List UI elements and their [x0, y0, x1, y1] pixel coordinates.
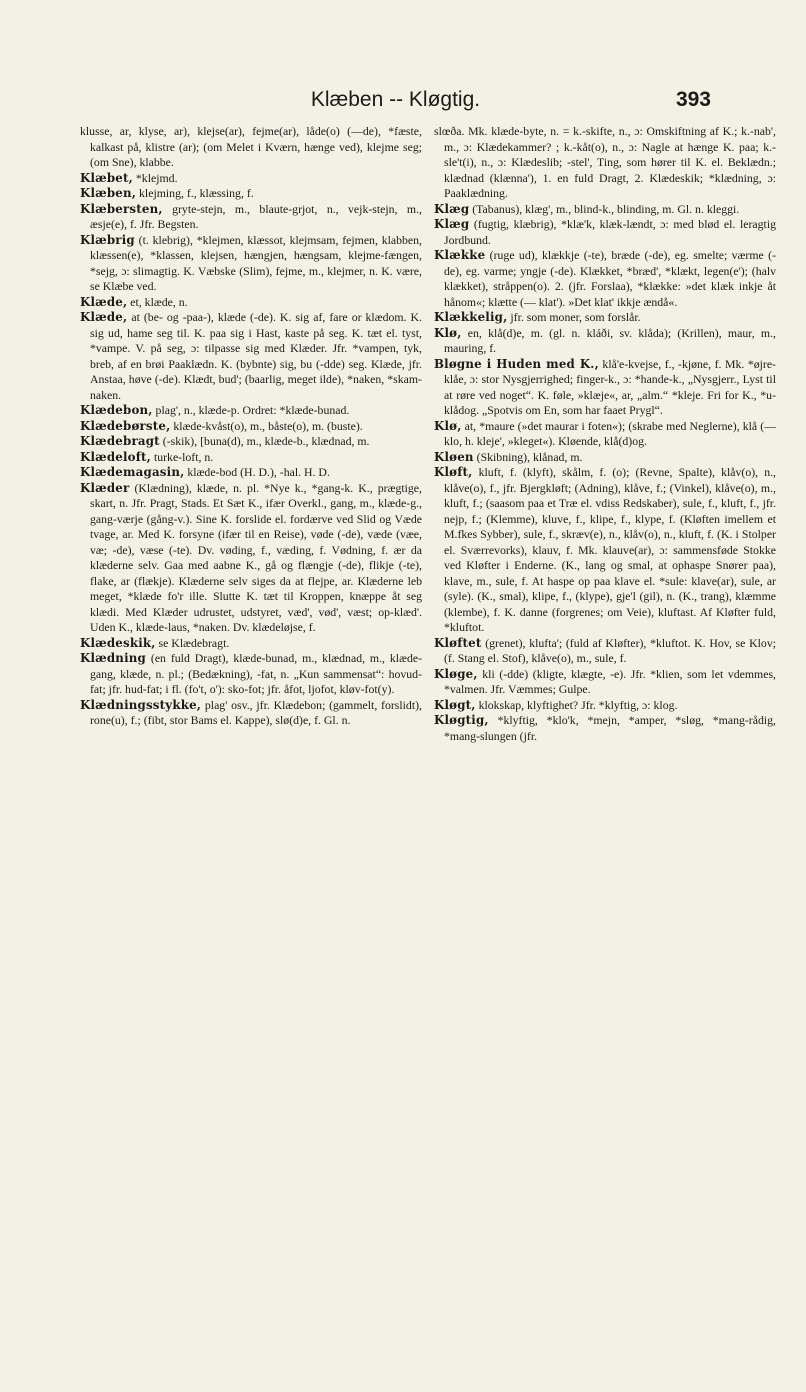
dictionary-entry [80, 403, 422, 419]
entry-definition: (fugtig, klæbrig), *klæ'k, klæk-lændt, ɔ: med blød el. leragtig Jordbund. [444, 217, 776, 247]
headword: Klædeskik, [80, 635, 156, 650]
entry-definition: et, klæde, n. [130, 294, 188, 309]
left-column [80, 124, 422, 1354]
dictionary-entry [434, 202, 776, 218]
dictionary-entry [80, 310, 422, 403]
entry-definition: (Tabanus), klæg', m., blind-k., blinding, m. Gl. n. kleggi. [472, 201, 740, 216]
dictionary-entry [80, 450, 422, 466]
headword: Klæg [434, 201, 470, 216]
dictionary-entry [434, 357, 776, 419]
entry-definition: slœða. Mk. klæde-byte, n. = k.-skifte, n., ɔ: Omskiftning af K.; k.-nab', m., ɔ: Klædekammer? ; k.-kåt(o), n., ɔ: Nagle at hænge K. paa; k.-sle't(i), n., ɔ: Klædeslib; -stel', Ting, som hører til K. el. Beklædn.; klædnad (klænna'), 1. en fuld Dragt, 2. Klædeskik; *klædning, ɔ: Paaklædning. [434, 124, 776, 200]
entry-definition: (en fuld Dragt), klæde-bunad, m., klædnad, m., klæde-gang, klæde, n. pl.; (Bedækning), -fat, n. „Kun sammensat“: hovud-fat; jfr. hud-fat; i fl. (fo't, o'): sko-fot; jfr. åfot, ljofot, kløv-fot(y). [90, 651, 422, 696]
headword: Klække [434, 248, 486, 262]
headword: Klæben, [80, 186, 137, 200]
headword: Kløgtig, [434, 713, 489, 727]
headword: Klædebon, [80, 403, 153, 417]
headword: Klædemagasin, [80, 465, 185, 479]
entry-definition: turke-loft, n. [153, 449, 214, 464]
headword: Kløen [434, 449, 474, 464]
entry-definition: klusse, ar, klyse, ar), klejse(ar), fejme(ar), låde(o) (—de), *fæste, kalkast på, klistre (ar); (om Melet i Kværn, hænge ved), klejme seg; (om Sne), klabbe. [80, 124, 422, 169]
dictionary-entry [80, 202, 422, 233]
headword: Klædning [80, 651, 146, 665]
entry-definition: *klyftig, *klo'k, *mejn, *amper, *sløg, *mang-rådig, *mang-slungen (jfr. [444, 713, 776, 743]
headword: Klæder [80, 480, 130, 495]
headword: Klædeloft, [80, 449, 151, 464]
entry-definition: (grenet), klufta'; (fuld af Kløfter), *kluftot. K. Hov, se Klov; (f. Stang el. Stof), klåve(o), m., sule, f. [444, 635, 776, 665]
headword: Klæbet, [80, 170, 133, 185]
dictionary-entry [434, 667, 776, 698]
dictionary-entry [434, 450, 776, 466]
entry-definition: klokskap, klyftighet? Jfr. *klyftig, ɔ: klog. [478, 697, 678, 712]
entry-definition: (Klædning), klæde, n. pl. *Nye k., *gang-k. K., prægtige, skart, n. Jfr. Pragt, Stads. Et Sæt K., ifær Overkl., gang, m., klæde-g., gang-værje (gång-v.). Sine K. forslide el. fordærve ved Slid og Væde tvage, ar. Med K. forsyne (ifær til en Reise), vøde (-de), væde (væe, væ; -de), væse (-te). Dv. vøding, f., væding, f. Vødning, f. ær da klæderne selv. Gaa med aabne K., gå og flængje (-de), flikje (-te), flake, ar (flækje). Klæderne selv siges da at flejpe, ar. Klæderne leb meget, *klæde fo'r ille. Slutte K. tæt til Kroppen, knæppe åt seg klædi. Med Klæder udrustet, udstyret, væd', vød', væst; op-klæd'. Uden K., klæde-laus, *naken. Dv. klædeløjse, f. [90, 480, 422, 634]
dictionary-entry [80, 233, 422, 295]
dictionary-entry [80, 636, 422, 652]
entry-definition: (t. klebrig), *klejmen, klæssot, klejmsam, fejmen, klabben, klæssen(e), *klassen, klejsen, hængjen, hængsam, klejme-fængen, *sejg, ɔ: slimagtig. K. Væbske (Slim), fejme, m., klejmer, n. K. være, se Klæbe ved. [90, 232, 422, 293]
page-number: 393 [675, 88, 711, 111]
headword: Kløgt, [434, 697, 476, 712]
dictionary-entry [80, 651, 422, 698]
entry-definition: kluft, f. (klyft), skålm, f. (o); (Revne, Spalte), klåv(o), n., klåve(o), f., jfr. Bjergkløft; (Adning), klåve, f.; (Vinkel), klåve(o), m., kluft, f.; (saasom paa et Træ el. vdiss Redskaber), sule, f., kluft, f., jfr. nejp, f.; (Klemme), kluve, f., klipe, f., klype, f. (Kløften imellem et M.fkes Sybber), sule, f., skræv(e), n., klåv(o), n., kluft, f. (K. i Stolper el. Sværrevorks), klauv, f. Mk. klauve(ar), ɔ: sammensføde Stokke ved Kløfter i Enderne. (K., lang og smal, at ophaspe Snører paa), klave, m., sule, f. At haspe op paa klave el. *sule: klave(ar), sule, ar (syle). (K., smal), klipe, f., (klype), gje'l (gil), n. (K., trang), klæmme (klembe), f. K. danne (forgrenes; om Veie), kluftast. Af Kløfter fuld, *kluftot. [444, 465, 776, 634]
entry-definition: klæde-bod (H. D.), -hal. H. D. [187, 465, 330, 479]
entry-definition: (-skik), [buna(d), m., klæde-b., klædnad, m. [162, 434, 370, 448]
dictionary-entry [434, 419, 776, 450]
dictionary-entry [434, 124, 776, 202]
headword: Bløgne i Huden med K., [434, 356, 599, 371]
dictionary-entry [80, 434, 422, 450]
headword: Klø, [434, 418, 462, 433]
dictionary-entry [434, 636, 776, 667]
running-title: Klæben -- Kløgtig. [310, 88, 481, 111]
entry-definition: plag' osv., jfr. Klædebon; (gammelt, forslidt), rone(u), f.; (fibt, stor Bams el. Kappe), slø(d)e, f. Gl. n. [90, 697, 422, 727]
headword: Klæg [434, 217, 470, 231]
entry-definition: en, klå(d)e, m. (gl. n. kláði, sv. klåda); (Krillen), maur, m., mauring, f. [444, 325, 776, 355]
entry-definition: *klejmd. [135, 170, 178, 185]
dictionary-entry [434, 248, 776, 310]
entry-definition: jfr. som moner, som forslår. [510, 310, 641, 324]
headword: Kløftet [434, 635, 482, 650]
headword: Klædningsstykke, [80, 697, 202, 712]
entry-definition: klå'e-kvejse, f., -kjøne, f. Mk. *øjre-klåe, ɔ: stor Nysgjerrighed; finger-k., ɔ: *hande-k., „Nysgjerr., Lyst til at røre ved noget“. K. føle, »klæje«, ar, „alm.“ *kleje. Fri for K., *u-klådog. „Spotvis om En, som har faaet Prygl“. [444, 356, 776, 417]
headword: Klæde, [80, 294, 128, 309]
running-head [80, 88, 711, 118]
dictionary-entry [434, 698, 776, 714]
headword: Klæde, [80, 310, 128, 324]
right-column [434, 124, 776, 1354]
headword: Kløge, [434, 666, 478, 681]
dictionary-entry [80, 698, 422, 729]
headword: Klø, [434, 325, 462, 340]
entry-definition: at (be- og -paa-), klæde (-de). K. sig af, fare or klædom. K. sig ud, hame seg til. K. paa sig i Hast, kaste på seg. K. tæt el. tyst, *vampe. V. på seg, ɔ: tilpasse sig med Klæder. Jfr. *vampen, tyk, breb, af en brøi Paaklædn. K. (bybnte) sig, bu (-dde) seg. Klæde, jfr. Anstaa, høve (-de). Klædt, bud'; (baarlig, meget ilde), *naken, *skam-naken. [90, 310, 422, 402]
dictionary-entry [80, 171, 422, 187]
headword: Kløft, [434, 465, 473, 479]
headword: Klædebørste, [80, 418, 171, 433]
dictionary-entry [80, 419, 422, 435]
entry-definition: kli (-dde) (kligte, klægte, -e). Jfr. *klien, som let vdemmes, *valmen. Jfr. Væmmes; Gulpe. [444, 666, 776, 696]
dictionary-entry [434, 310, 776, 326]
dictionary-entry [80, 295, 422, 311]
entry-definition: gryte-stejn, m., blaute-grjot, n., vejk-stejn, m., æsje(e), f. Jfr. Begsten. [90, 201, 422, 231]
dictionary-entry [80, 124, 422, 171]
dictionary-entry [80, 481, 422, 636]
dictionary-entry [80, 186, 422, 202]
entry-definition: klæde-kvåst(o), m., båste(o), m. (buste). [173, 418, 363, 433]
headword: Klækkelig, [434, 310, 508, 324]
entry-definition: plag', n., klæde-p. Ordret: *klæde-bunad. [155, 403, 350, 417]
dictionary-entry [434, 326, 776, 357]
dictionary-entry [434, 713, 776, 744]
headword: Klæbersten, [80, 201, 163, 216]
dictionary-entry [80, 465, 422, 481]
entry-definition: (ruge ud), klækkje (-te), bræde (-de), eg. smelte; værme (-de), eg. varme; yngje (-de). Klækket, *bræd', *klækt, legen(e'); (halv klækket), stråppen(o). 2. (jfr. Forslaa), *klække: »det klæk inkje åt hånom«; klætte (— klat'). »Det klat' ikkje ændå«. [444, 248, 776, 309]
entry-definition: se Klædebragt. [158, 635, 230, 650]
entry-definition: at, *maure (»det maurar i foten«); (skrabe med Neglerne), klå (— klo, h. kleje', »kleget«). Kløende, klå(d)og. [444, 418, 776, 448]
entry-definition: (Skibning), klånad, m. [476, 449, 583, 464]
entry-definition: klejming, f., klæssing, f. [139, 186, 254, 200]
dictionary-entry [434, 217, 776, 248]
headword: Klæbrig [80, 232, 135, 247]
dictionary-entry [434, 465, 776, 636]
headword: Klædebragt [80, 434, 160, 448]
